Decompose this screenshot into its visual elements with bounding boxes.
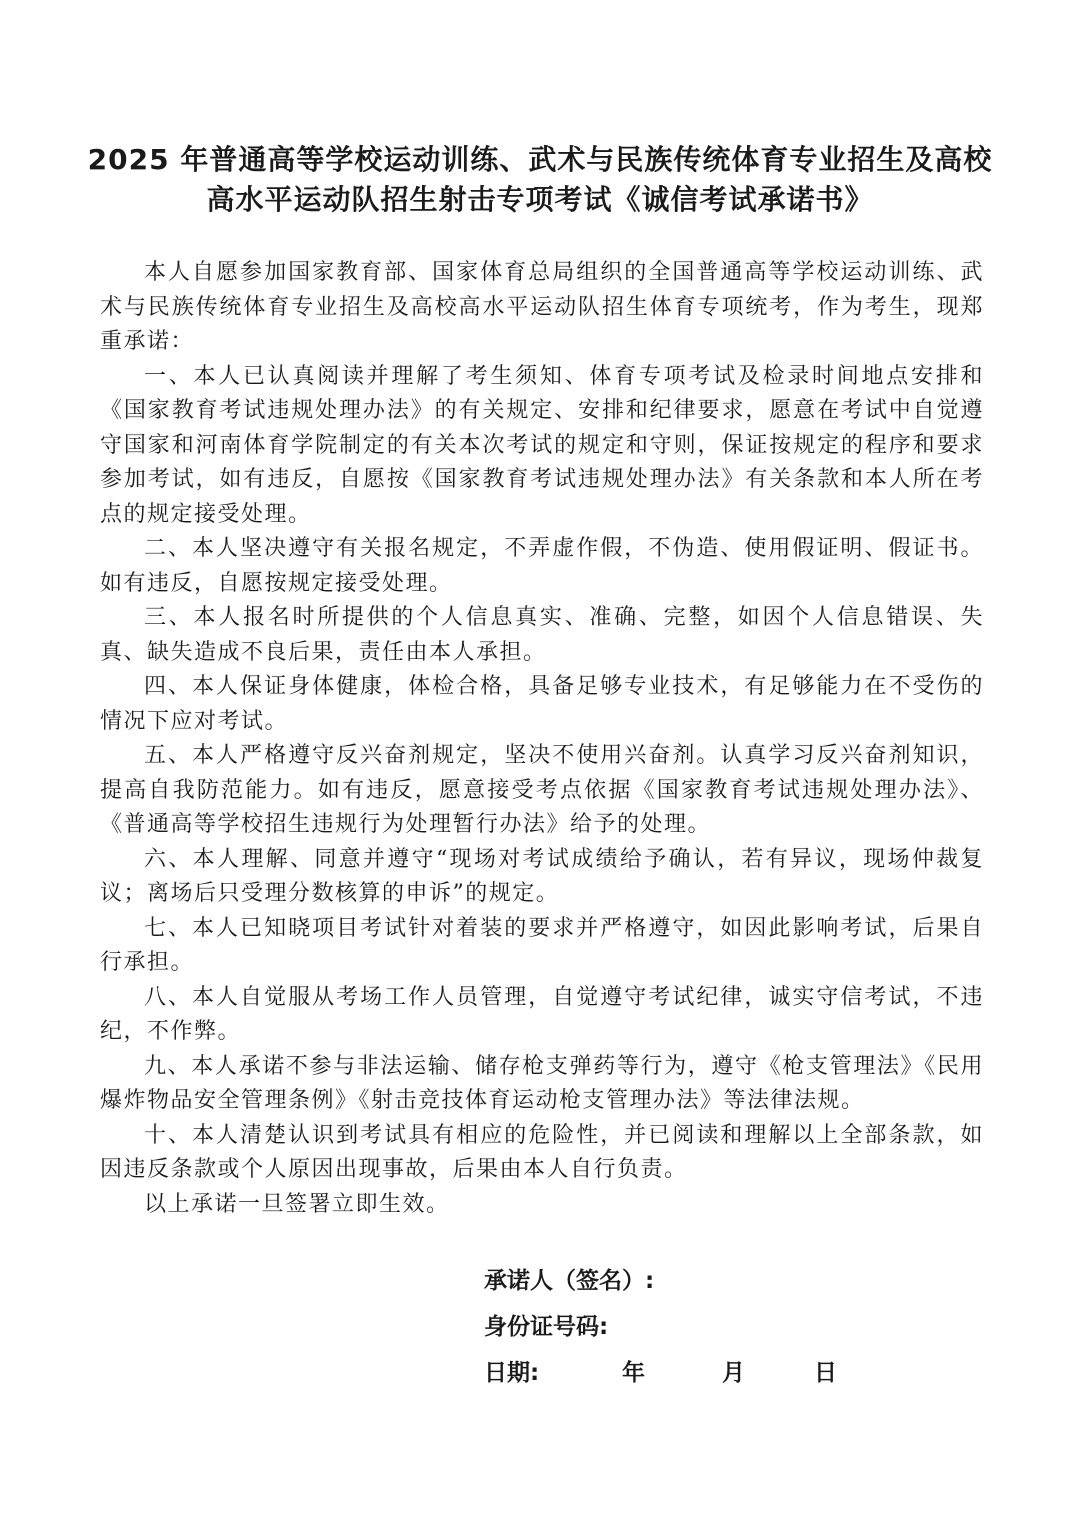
clause-4: 四、本人保证身体健康，体检合格，具备足够专业技术，有足够能力在不受伤的情况下应对考试。	[100, 674, 984, 734]
intro-paragraph: 本人自愿参加国家教育部、国家体育总局组织的全国普通高等学校运动训练、武术与民族传统体育专业招生及高校高水平运动队招生体育专项统考，作为考生，现郑重承诺：	[100, 260, 984, 354]
date-label: 日期:	[484, 1360, 540, 1386]
clause-8: 八、本人自觉服从考场工作人员管理，自觉遵守考试纪律，诚实守信考试，不违纪，不作弊。	[100, 984, 984, 1044]
day-label: 日	[814, 1360, 837, 1386]
signature-label: 承诺人（签名）:	[484, 1268, 655, 1294]
clause-3: 三、本人报名时所提供的个人信息真实、准确、完整，如因个人信息错误、失真、缺失造成不良后果，责任由本人承担。	[100, 605, 984, 665]
id-number-label: 身份证号码:	[484, 1314, 609, 1340]
clause-5: 五、本人严格遵守反兴奋剂规定，坚决不使用兴奋剂。认真学习反兴奋剂知识，提高自我防范能力。如有违反，愿意接受考点依据《国家教育考试违规处理办法》、《普通高等学校招生违规行为处理暂行办法》给予的处理。	[100, 743, 984, 837]
clause-9: 九、本人承诺不参与非法运输、储存枪支弹药等行为，遵守《枪支管理法》《民用爆炸物品安全管理条例》《射击竞技体育运动枪支管理办法》等法律法规。	[100, 1053, 984, 1113]
document-title-line-2: 高水平运动队招生射击专项考试《诚信考试承诺书》	[206, 183, 874, 216]
clause-2: 二、本人坚决遵守有关报名规定，不弄虚作假，不伪造、使用假证明、假证书。如有违反，自愿按规定接受处理。	[100, 536, 984, 596]
closing-statement: 以上承诺一旦签署立即生效。	[144, 1191, 450, 1217]
document-title-line-1: 2025 年普通高等学校运动训练、武术与民族传统体育专业招生及高校	[87, 143, 993, 176]
clause-7: 七、本人已知晓项目考试针对着装的要求并严格遵守，如因此影响考试，后果自行承担。	[100, 915, 984, 975]
year-label: 年	[622, 1360, 645, 1386]
clause-6: 六、本人理解、同意并遵守“现场对考试成绩给予确认，若有异议，现场仲裁复议；离场后只受理分数核算的申诉”的规定。	[100, 846, 984, 906]
clause-10: 十、本人清楚认识到考试具有相应的危险性，并已阅读和理解以上全部条款，如因违反条款或个人原因出现事故，后果由本人自行负责。	[100, 1122, 984, 1182]
clause-1: 一、本人已认真阅读并理解了考生须知、体育专项考试及检录时间地点安排和《国家教育考试违规处理办法》的有关规定、安排和纪律要求，愿意在考试中自觉遵守国家和河南体育学院制定的有关本次考试的规定和守则，保证按规定的程序和要求参加考试，如有违反，自愿按《国家教育考试违规处理办法》有关条款和本人所在考点的规定接受处理。	[100, 363, 984, 527]
document-body	[100, 256, 984, 1222]
month-label: 月	[722, 1360, 745, 1386]
date-row	[0, 1354, 1080, 1388]
